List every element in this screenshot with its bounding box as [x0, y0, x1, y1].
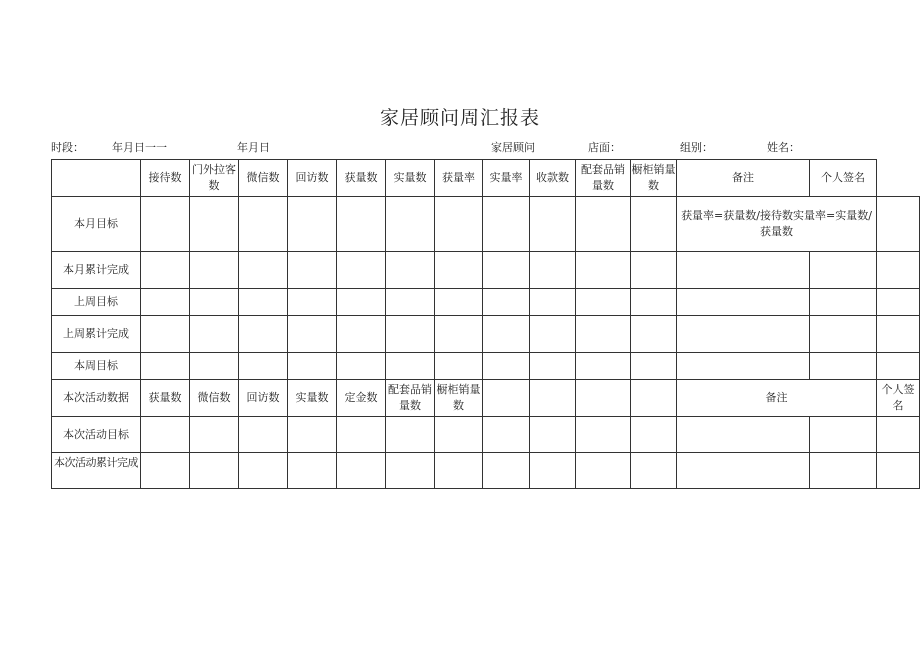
header-cell: 实量率: [483, 160, 530, 197]
data-cell[interactable]: [576, 289, 631, 316]
table-row: [52, 316, 920, 353]
header-cell: 微信数: [190, 380, 239, 417]
data-cell[interactable]: [288, 289, 337, 316]
data-cell[interactable]: [141, 353, 190, 380]
header-cell: 定金数: [337, 380, 386, 417]
header-cell: 接待数: [141, 160, 190, 197]
data-cell[interactable]: [386, 453, 435, 489]
period-start: 年月日一一: [112, 141, 167, 154]
data-cell[interactable]: [483, 353, 530, 380]
data-cell[interactable]: [288, 417, 337, 453]
row-label: 本月目标: [52, 197, 141, 252]
remark-cell[interactable]: [810, 453, 877, 489]
data-cell[interactable]: [435, 252, 483, 289]
remark-formula: 获量率=获量数/接待数实量率=实量数/获量数: [677, 197, 877, 252]
data-cell[interactable]: [386, 417, 435, 453]
data-cell[interactable]: [386, 289, 435, 316]
table-row: [52, 252, 920, 289]
data-cell[interactable]: [483, 197, 530, 252]
data-cell[interactable]: [576, 417, 631, 453]
remark-cell[interactable]: [810, 252, 877, 289]
data-cell[interactable]: [190, 197, 239, 252]
data-cell[interactable]: [631, 197, 677, 252]
data-cell[interactable]: [337, 252, 386, 289]
data-cell[interactable]: [483, 417, 530, 453]
data-cell[interactable]: [677, 289, 810, 316]
data-cell[interactable]: [190, 289, 239, 316]
data-cell[interactable]: [141, 453, 190, 489]
data-cell[interactable]: [631, 289, 677, 316]
header-cell: 微信数: [239, 160, 288, 197]
header-cell: 橱柜销量数: [631, 160, 677, 197]
signature-cell[interactable]: [877, 453, 920, 489]
table-row: [52, 289, 920, 316]
data-cell[interactable]: [190, 252, 239, 289]
advisor-label: 家居顾问: [491, 141, 535, 154]
signature-cell[interactable]: [877, 417, 920, 453]
signature-cell[interactable]: [877, 353, 920, 380]
table-row: [52, 417, 920, 453]
data-cell[interactable]: [530, 353, 576, 380]
signature-cell[interactable]: [877, 252, 920, 289]
data-cell[interactable]: [530, 289, 576, 316]
data-cell[interactable]: [337, 417, 386, 453]
data-cell[interactable]: [483, 380, 530, 417]
period-label: 时段：: [51, 141, 84, 154]
data-cell[interactable]: [435, 197, 483, 252]
report-title: 家居顾问周汇报表: [379, 107, 540, 129]
name-label: 姓名：: [767, 141, 800, 154]
row-label: 本月累计完成: [52, 252, 141, 289]
header-cell: 橱柜销量数: [435, 380, 483, 417]
data-cell[interactable]: [483, 252, 530, 289]
remark-cell[interactable]: [810, 417, 877, 453]
remark-cell[interactable]: [810, 289, 877, 316]
data-cell[interactable]: [239, 197, 288, 252]
row-label: 本次活动累计完成: [52, 453, 141, 489]
header-cell: 实量数: [288, 380, 337, 417]
data-cell[interactable]: [190, 417, 239, 453]
data-cell[interactable]: [677, 417, 810, 453]
row-label: 上周目标: [52, 289, 141, 316]
data-cell[interactable]: [677, 316, 810, 353]
report-table: [51, 159, 920, 489]
remark-cell[interactable]: [810, 353, 877, 380]
header-cell: 个人签名: [877, 380, 920, 417]
row-label: 本次活动数据: [52, 380, 141, 417]
data-cell[interactable]: [631, 353, 677, 380]
data-cell[interactable]: [386, 353, 435, 380]
signature-cell[interactable]: [877, 289, 920, 316]
data-cell[interactable]: [435, 417, 483, 453]
data-cell[interactable]: [337, 453, 386, 489]
data-cell[interactable]: [677, 252, 810, 289]
store-label: 店面：: [588, 141, 621, 154]
data-cell[interactable]: [435, 453, 483, 489]
data-cell[interactable]: [576, 380, 631, 417]
period-end: 年月日: [237, 141, 270, 154]
header-cell: 配套品销量数: [386, 380, 435, 417]
data-cell[interactable]: [677, 453, 810, 489]
corner-cell: [52, 160, 141, 197]
data-cell[interactable]: [141, 316, 190, 353]
data-cell[interactable]: [288, 316, 337, 353]
data-cell[interactable]: [239, 353, 288, 380]
data-cell[interactable]: [631, 453, 677, 489]
table-row: [52, 197, 920, 252]
data-cell[interactable]: [435, 316, 483, 353]
data-cell[interactable]: [576, 316, 631, 353]
data-cell[interactable]: [141, 417, 190, 453]
data-cell[interactable]: [141, 252, 190, 289]
header-row: [52, 160, 920, 197]
header-cell: 收款数: [530, 160, 576, 197]
data-cell[interactable]: [576, 353, 631, 380]
data-cell[interactable]: [288, 453, 337, 489]
row-label: 本次活动目标: [52, 417, 141, 453]
data-cell[interactable]: [386, 197, 435, 252]
table-row: [52, 453, 920, 489]
data-cell[interactable]: [530, 453, 576, 489]
header-cell: 实量数: [386, 160, 435, 197]
header-cell: 回访数: [288, 160, 337, 197]
data-cell[interactable]: [337, 289, 386, 316]
data-cell[interactable]: [483, 316, 530, 353]
data-cell[interactable]: [530, 197, 576, 252]
data-cell[interactable]: [435, 289, 483, 316]
data-cell[interactable]: [141, 289, 190, 316]
data-cell[interactable]: [190, 353, 239, 380]
data-cell[interactable]: [337, 197, 386, 252]
group-label: 组别：: [680, 141, 713, 154]
data-cell[interactable]: [190, 316, 239, 353]
signature-cell[interactable]: [877, 316, 920, 353]
data-cell[interactable]: [530, 380, 576, 417]
signature-cell[interactable]: [877, 197, 920, 252]
data-cell[interactable]: [239, 289, 288, 316]
data-cell[interactable]: [141, 197, 190, 252]
remark-cell[interactable]: [810, 316, 877, 353]
data-cell[interactable]: [576, 252, 631, 289]
data-cell[interactable]: [239, 417, 288, 453]
data-cell[interactable]: [483, 289, 530, 316]
data-cell[interactable]: [288, 252, 337, 289]
row-label: 上周累计完成: [52, 316, 141, 353]
header-cell: 回访数: [239, 380, 288, 417]
data-cell[interactable]: [386, 316, 435, 353]
data-cell[interactable]: [576, 453, 631, 489]
table-row: [52, 353, 920, 380]
data-cell[interactable]: [435, 353, 483, 380]
header-cell: 个人签名: [810, 160, 877, 197]
data-cell[interactable]: [530, 417, 576, 453]
data-cell[interactable]: [239, 252, 288, 289]
row-label: 本周目标: [52, 353, 141, 380]
data-cell[interactable]: [288, 197, 337, 252]
data-cell[interactable]: [386, 252, 435, 289]
data-cell[interactable]: [631, 252, 677, 289]
header-cell: 门外拉客数: [190, 160, 239, 197]
activity-header-row: [52, 380, 920, 417]
data-cell[interactable]: [576, 197, 631, 252]
data-cell[interactable]: [337, 316, 386, 353]
data-cell[interactable]: [288, 353, 337, 380]
header-cell: 备注: [677, 380, 877, 417]
header-cell: 获量数: [337, 160, 386, 197]
data-cell[interactable]: [530, 252, 576, 289]
header-cell: 获量数: [141, 380, 190, 417]
header-cell: 备注: [677, 160, 810, 197]
header-cell: 获量率: [435, 160, 483, 197]
data-cell[interactable]: [337, 353, 386, 380]
data-cell[interactable]: [190, 453, 239, 489]
data-cell[interactable]: [677, 353, 810, 380]
data-cell[interactable]: [530, 316, 576, 353]
data-cell[interactable]: [631, 417, 677, 453]
header-cell: 配套品销量数: [576, 160, 631, 197]
data-cell[interactable]: [631, 380, 677, 417]
data-cell[interactable]: [239, 316, 288, 353]
data-cell[interactable]: [483, 453, 530, 489]
data-cell[interactable]: [631, 316, 677, 353]
data-cell[interactable]: [239, 453, 288, 489]
